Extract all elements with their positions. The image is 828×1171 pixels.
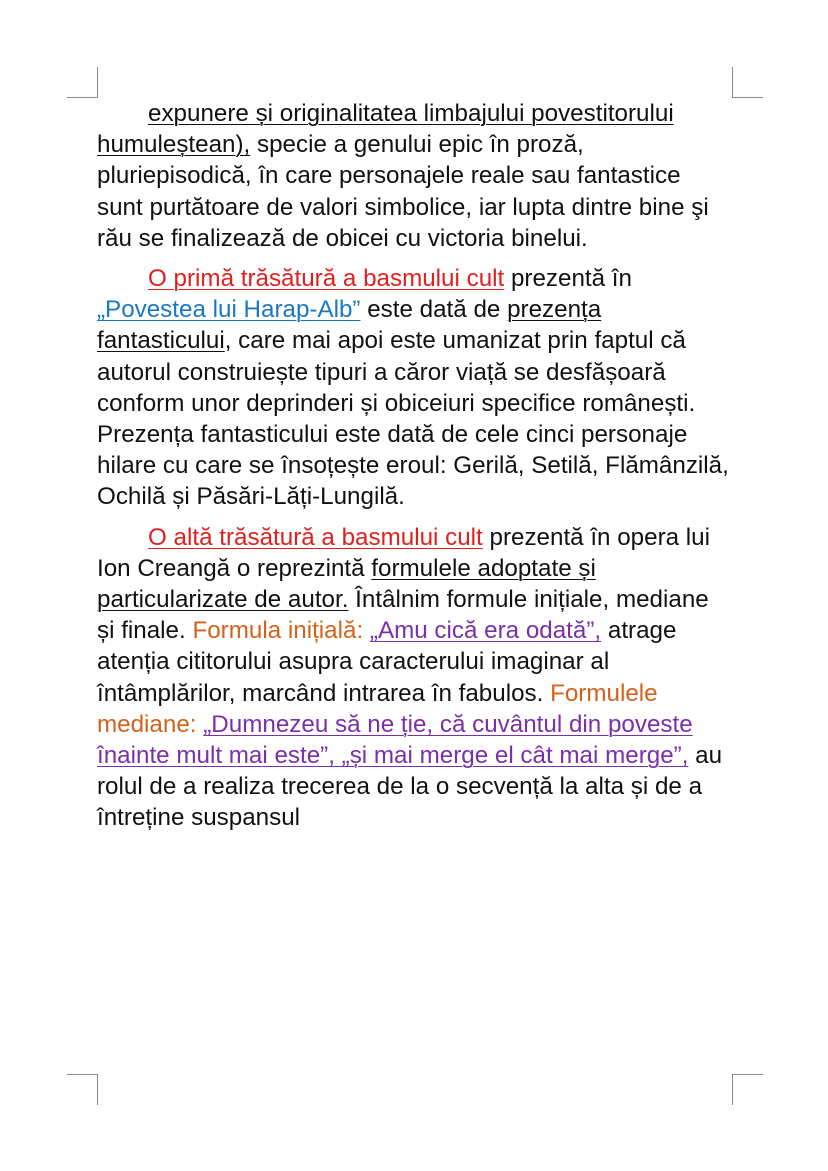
red-underlined-heading: O primă trăsătură a basmului cult [148, 265, 505, 293]
red-underlined-heading: O altă trăsătură a basmului cult [148, 523, 483, 551]
orange-label: Formulele mediane: [97, 679, 658, 738]
crop-mark-bottom-left [67, 1074, 98, 1105]
paragraph-3 [97, 522, 732, 834]
purple-underlined-quote: „Amu cică era odată”, [369, 617, 602, 645]
underlined-phrase: expunere și originalitatea limbajului povestitorului humuleștean), [97, 100, 674, 159]
crop-mark-top-left [67, 67, 98, 98]
body-text: Întâlnim formule inițiale, mediane și finale. [97, 586, 709, 645]
purple-underlined-quote: „Dumnezeu să ne ție, că cuvântul din poveste înainte mult mai este”, „și mai merge el cât mai merge”, [97, 710, 693, 770]
body-text: prezentă în opera lui Ion Creangă o reprezintă [97, 523, 711, 582]
body-text: au rolul de a realiza trecerea de la o secvență la alta și de a întreține suspansul [97, 742, 723, 832]
body-text: atrage atenția cititorului asupra caracterului imaginar al întâmplărilor, marcând intrarea în fabulos. [97, 617, 677, 707]
body-text [363, 617, 370, 644]
body-text: prezentă în [504, 265, 632, 293]
underlined-phrase: formulele adoptate și particularizate de autor. [97, 554, 596, 614]
underlined-phrase: prezența fantasticului [97, 296, 602, 355]
crop-mark-top-right [732, 67, 763, 98]
orange-label: Formula inițială: [192, 617, 364, 645]
body-text: este dată de [360, 296, 508, 324]
paragraph-1 [97, 98, 732, 254]
paragraph-2 [97, 263, 732, 513]
body-text: specie a genului epic în proză, pluriepisodică, în care personajele reale sau fantastice sunt purtătoare de valori simbolice, iar lupta dintre bine şi rău se finalizează de obicei cu victoria binelui. [97, 131, 709, 252]
document-body [97, 98, 732, 843]
blue-underlined-title: „Povestea lui Harap-Alb” [97, 296, 361, 324]
crop-mark-bottom-right [732, 1074, 763, 1105]
body-text: , care mai apoi este umanizat prin faptul că autorul construiește tipuri a căror viață se desfășoară conform unor deprinderi și obiceiuri specifice românești. Prezența fantasticului este dată de cele cinci personaje hilare cu care se însoțește eroul: Gerilă, Setilă, Flămânzilă, Ochilă și Păsări-Lăți-Lungilă. [97, 327, 729, 511]
